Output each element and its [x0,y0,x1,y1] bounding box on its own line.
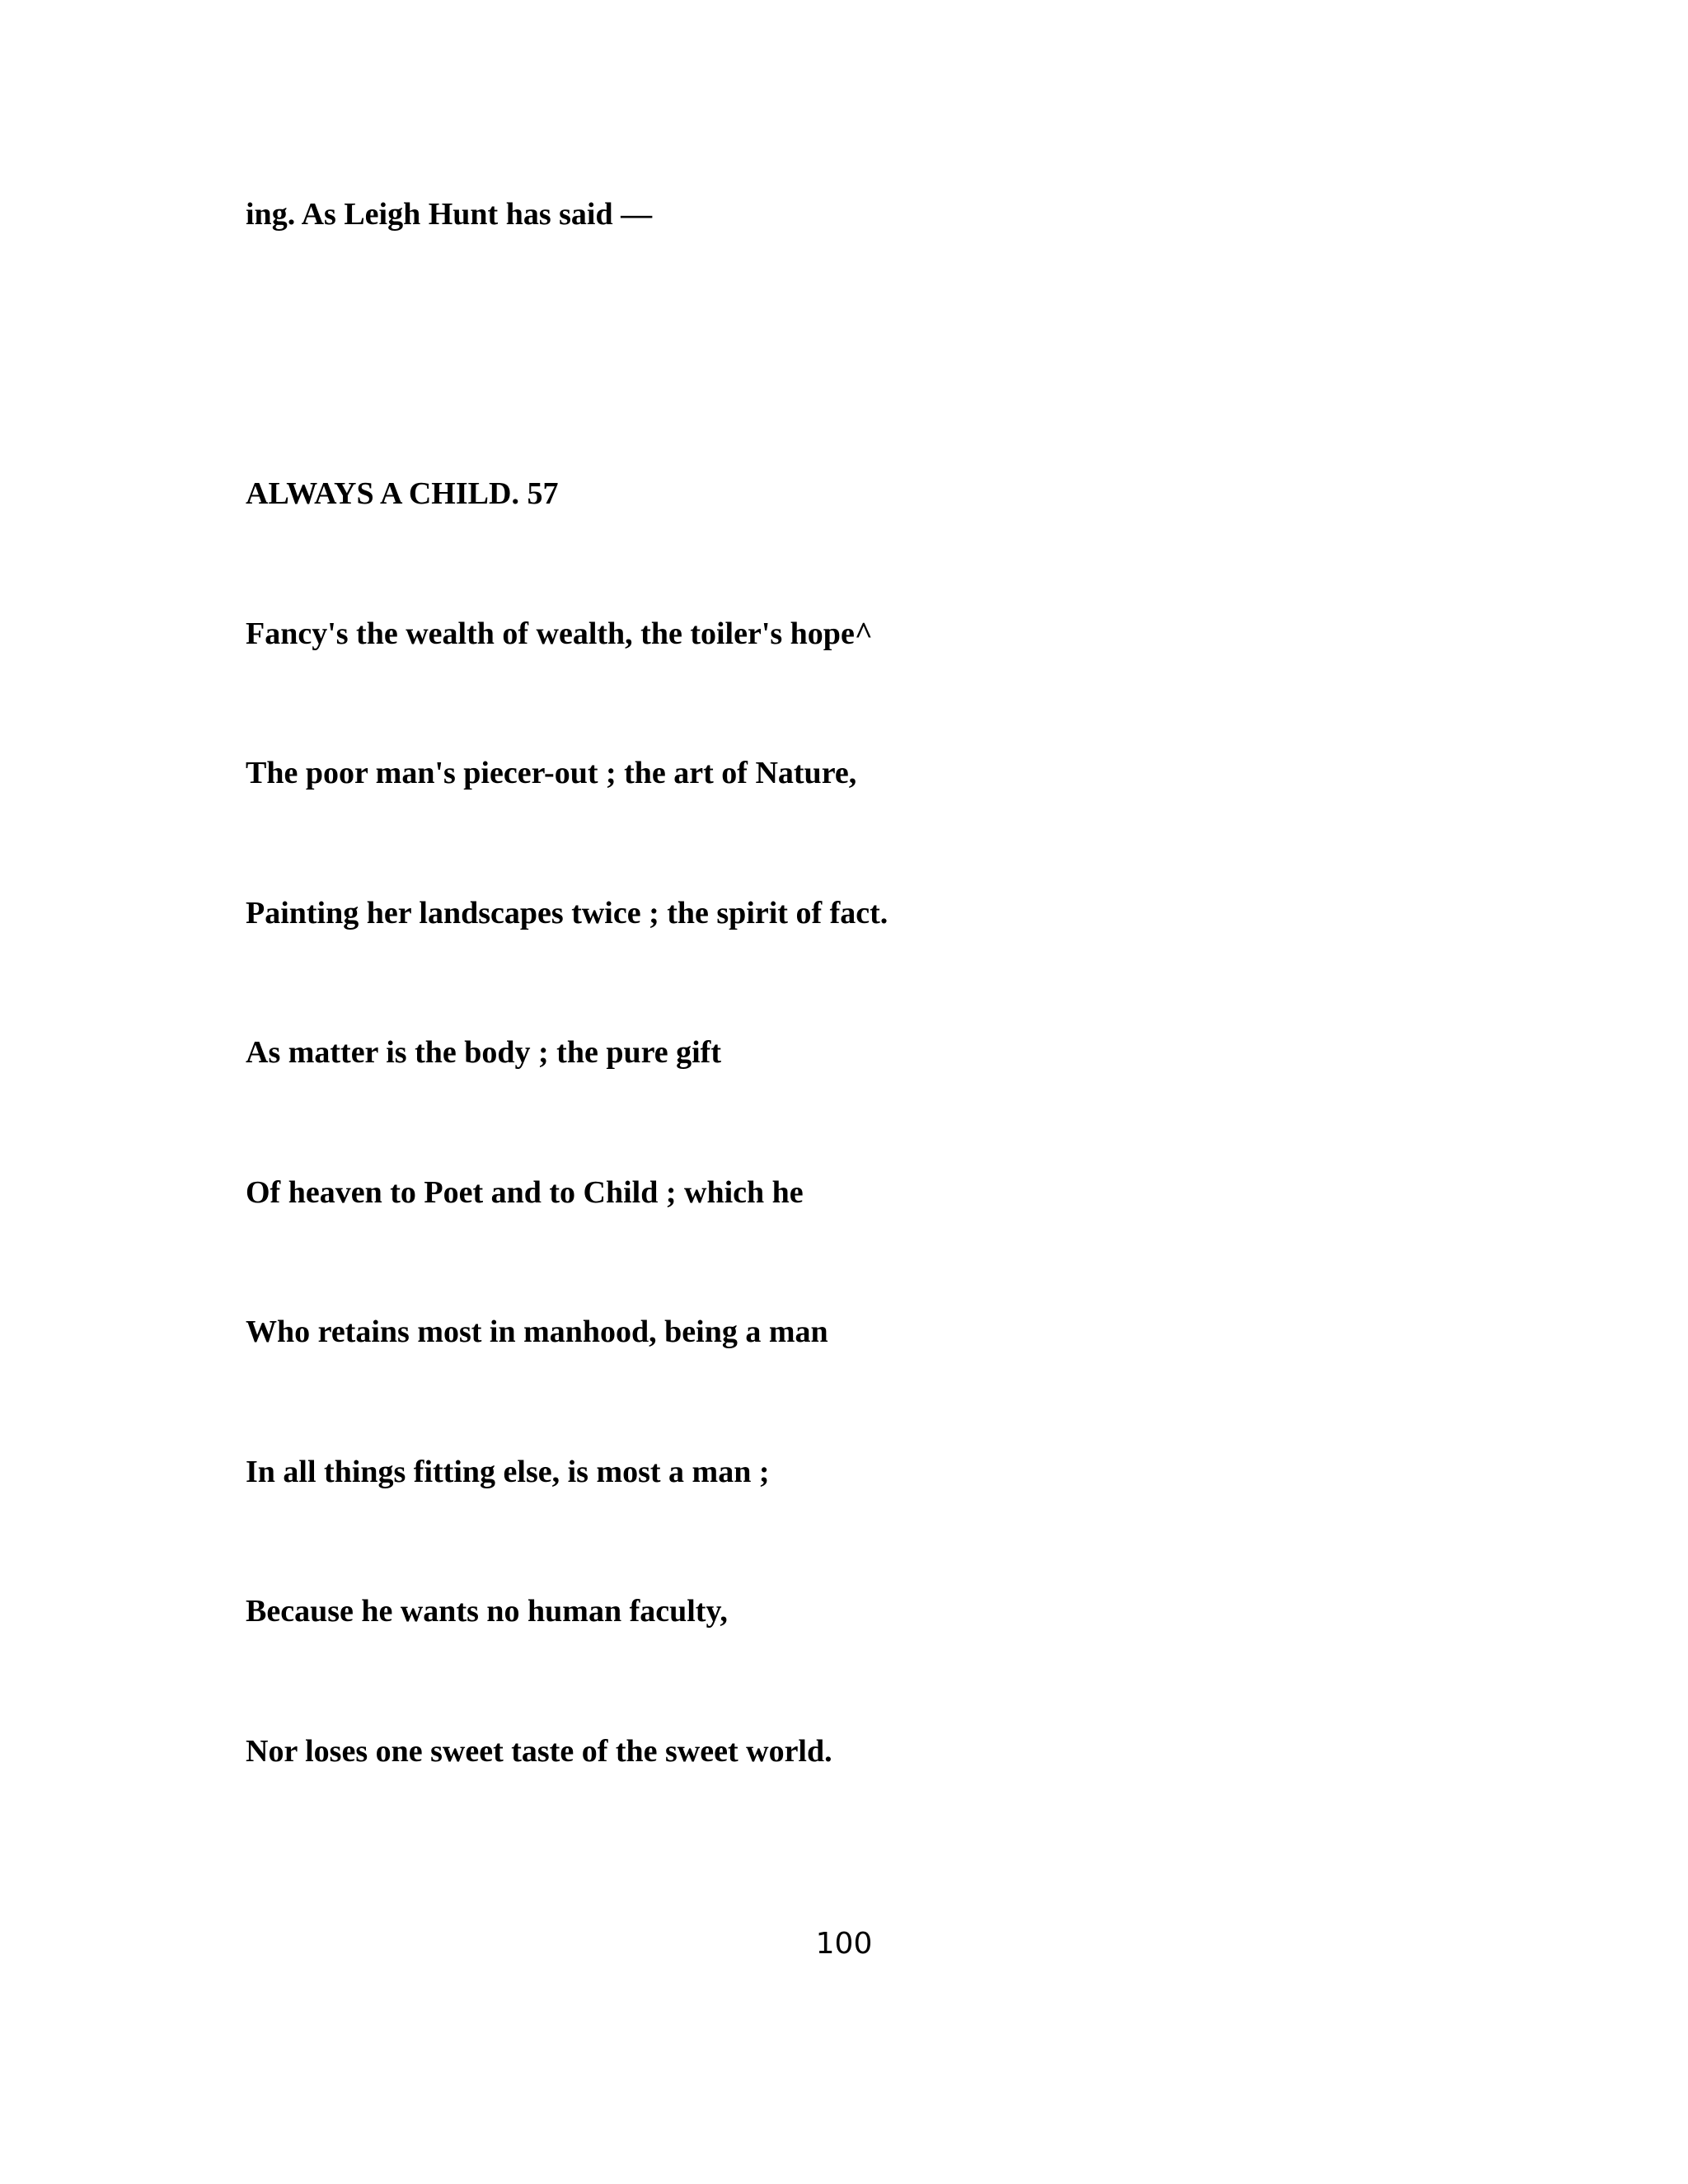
poem-line-1: Fancy's the wealth of wealth, the toiler's hope^ [246,616,873,651]
continuation-text-line: ing. As Leigh Hunt has said — [246,197,653,232]
page-number: 100 [815,1927,873,1961]
poem-line-3: Painting her landscapes twice ; the spirit of fact. [246,896,889,930]
running-heading: ALWAYS A CHILD. 57 [246,476,559,511]
poem-line-4: As matter is the body ; the pure gift [246,1035,721,1070]
poem-line-9: Nor loses one sweet taste of the sweet world. [246,1734,832,1769]
poem-line-5: Of heaven to Poet and to Child ; which he [246,1175,804,1210]
poem-line-6: Who retains most in manhood, being a man [246,1315,828,1349]
poem-line-2: The poor man's piecer-out ; the art of Nature, [246,756,857,790]
poem-line-8: Because he wants no human faculty, [246,1594,728,1629]
poem-line-7: In all things fitting else, is most a man ; [246,1455,770,1489]
